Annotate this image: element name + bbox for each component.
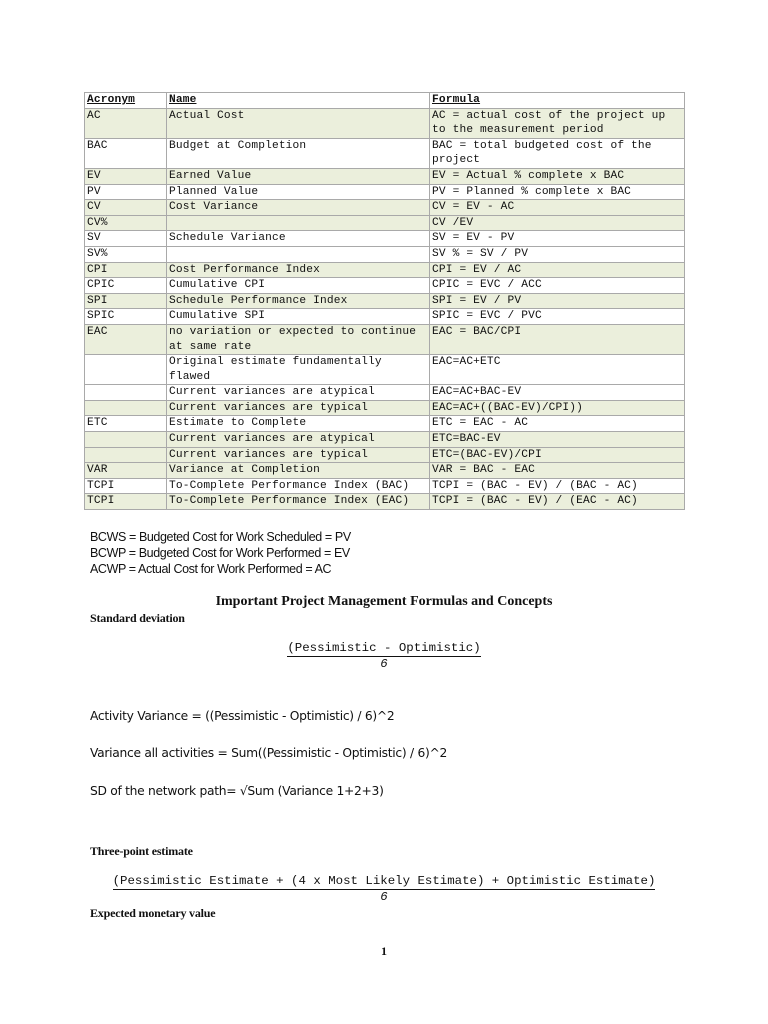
cell-formula: SPI = EV / PV <box>430 293 685 309</box>
table-row <box>85 494 685 510</box>
table-row <box>85 400 685 416</box>
cell-acronym: EV <box>85 168 167 184</box>
cell-acronym: TCPI <box>85 478 167 494</box>
cell-formula: SV = EV - PV <box>430 231 685 247</box>
cell-formula: EAC=AC+((BAC-EV)/CPI)) <box>430 400 685 416</box>
table-row <box>85 246 685 262</box>
header-acronym: Acronym <box>85 93 167 109</box>
cell-acronym <box>85 400 167 416</box>
cell-formula: ETC = EAC - AC <box>430 416 685 432</box>
cell-acronym: ETC <box>85 416 167 432</box>
cell-acronym <box>85 447 167 463</box>
cell-acronym <box>85 355 167 385</box>
activity-variance-formula: Activity Variance = ((Pessimistic - Optimistic) / 6)^2 <box>90 709 395 723</box>
cell-formula: EAC=AC+BAC-EV <box>430 385 685 401</box>
cell-name: Actual Cost <box>167 108 430 138</box>
abbreviation-bcws: BCWS = Budgeted Cost for Work Scheduled = PV <box>90 530 351 544</box>
cell-acronym: VAR <box>85 463 167 479</box>
std-dev-fraction <box>0 641 768 671</box>
cell-formula: SPIC = EVC / PVC <box>430 309 685 325</box>
cell-acronym: TCPI <box>85 494 167 510</box>
table-body <box>85 108 685 509</box>
table-row <box>85 231 685 247</box>
table-row <box>85 324 685 354</box>
cell-name: Schedule Performance Index <box>167 293 430 309</box>
table-row <box>85 478 685 494</box>
section-title: Important Project Management Formulas and Concepts <box>215 594 553 609</box>
table-row <box>85 108 685 138</box>
three-point-numerator: (Pessimistic Estimate + (4 x Most Likely Estimate) + Optimistic Estimate) <box>112 874 656 888</box>
cell-formula: CPIC = EVC / ACC <box>430 278 685 294</box>
table-row <box>85 447 685 463</box>
cell-formula: EAC=AC+ETC <box>430 355 685 385</box>
three-point-fraction <box>0 874 768 904</box>
cell-formula: ETC=(BAC-EV)/CPI <box>430 447 685 463</box>
three-point-denominator: 6 <box>380 890 388 904</box>
three-point-label: Three-point estimate <box>90 844 193 858</box>
std-dev-denominator: 6 <box>380 657 388 671</box>
table-row <box>85 309 685 325</box>
cell-formula: EV = Actual % complete x BAC <box>430 168 685 184</box>
cell-acronym <box>85 385 167 401</box>
cell-name: Current variances are atypical <box>167 385 430 401</box>
table-row <box>85 416 685 432</box>
table-row <box>85 432 685 448</box>
cell-name: Cost Variance <box>167 200 430 216</box>
cell-name: To-Complete Performance Index (BAC) <box>167 478 430 494</box>
cell-name: no variation or expected to continue at same rate <box>167 324 430 354</box>
cell-name: Cumulative CPI <box>167 278 430 294</box>
table-row <box>85 184 685 200</box>
cell-name: Current variances are atypical <box>167 432 430 448</box>
cell-acronym: CPIC <box>85 278 167 294</box>
table-row <box>85 385 685 401</box>
table-header-row <box>85 93 685 109</box>
table-row <box>85 463 685 479</box>
cell-name <box>167 246 430 262</box>
abbreviation-bcwp: BCWP = Budgeted Cost for Work Performed = EV <box>90 546 350 560</box>
cell-acronym: CV% <box>85 215 167 231</box>
cell-formula: TCPI = (BAC - EV) / (EAC - AC) <box>430 494 685 510</box>
std-dev-label: Standard deviation <box>90 611 185 625</box>
emv-label: Expected monetary value <box>90 906 216 920</box>
cell-acronym: CPI <box>85 262 167 278</box>
cell-formula: VAR = BAC - EAC <box>430 463 685 479</box>
variance-all-formula: Variance all activities = Sum((Pessimistic - Optimistic) / 6)^2 <box>90 746 447 760</box>
header-name: Name <box>167 93 430 109</box>
cell-acronym: SPI <box>85 293 167 309</box>
cell-acronym: BAC <box>85 138 167 168</box>
abbreviation-acwp: ACWP = Actual Cost for Work Performed = AC <box>90 562 332 576</box>
cell-acronym: EAC <box>85 324 167 354</box>
cell-acronym: CV <box>85 200 167 216</box>
cell-acronym: PV <box>85 184 167 200</box>
cell-formula: BAC = total budgeted cost of the project <box>430 138 685 168</box>
table-row <box>85 262 685 278</box>
cell-name: Schedule Variance <box>167 231 430 247</box>
cell-formula: TCPI = (BAC - EV) / (BAC - AC) <box>430 478 685 494</box>
cell-acronym: SV% <box>85 246 167 262</box>
cell-name <box>167 215 430 231</box>
page-number: 1 <box>381 944 387 958</box>
cell-acronym: AC <box>85 108 167 138</box>
formula-table-container <box>84 92 684 510</box>
table-row <box>85 215 685 231</box>
cell-formula: CPI = EV / AC <box>430 262 685 278</box>
abbreviation-list <box>90 529 351 577</box>
cell-formula: SV % = SV / PV <box>430 246 685 262</box>
table-row <box>85 355 685 385</box>
cell-name: Variance at Completion <box>167 463 430 479</box>
cell-name: Cost Performance Index <box>167 262 430 278</box>
table-row <box>85 168 685 184</box>
cell-acronym: SV <box>85 231 167 247</box>
cell-name: Earned Value <box>167 168 430 184</box>
cell-formula: ETC=BAC-EV <box>430 432 685 448</box>
cell-formula: EAC = BAC/CPI <box>430 324 685 354</box>
table-row <box>85 278 685 294</box>
cell-name: Budget at Completion <box>167 138 430 168</box>
cell-name: Cumulative SPI <box>167 309 430 325</box>
cell-name: Original estimate fundamentally flawed <box>167 355 430 385</box>
cell-acronym <box>85 432 167 448</box>
cell-name: Current variances are typical <box>167 400 430 416</box>
cell-formula: PV = Planned % complete x BAC <box>430 184 685 200</box>
cell-formula: CV = EV - AC <box>430 200 685 216</box>
table-row <box>85 293 685 309</box>
table-row <box>85 138 685 168</box>
cell-formula: CV /EV <box>430 215 685 231</box>
cell-acronym: SPIC <box>85 309 167 325</box>
sd-path-formula: SD of the network path= √Sum (Variance 1+2+3) <box>90 784 384 798</box>
std-dev-numerator: (Pessimistic - Optimistic) <box>287 641 481 655</box>
cell-name: Planned Value <box>167 184 430 200</box>
header-formula: Formula <box>430 93 685 109</box>
cell-formula: AC = actual cost of the project up to the measurement period <box>430 108 685 138</box>
cell-name: Current variances are typical <box>167 447 430 463</box>
cell-name: Estimate to Complete <box>167 416 430 432</box>
table-row <box>85 200 685 216</box>
formula-table <box>84 92 685 510</box>
cell-name: To-Complete Performance Index (EAC) <box>167 494 430 510</box>
